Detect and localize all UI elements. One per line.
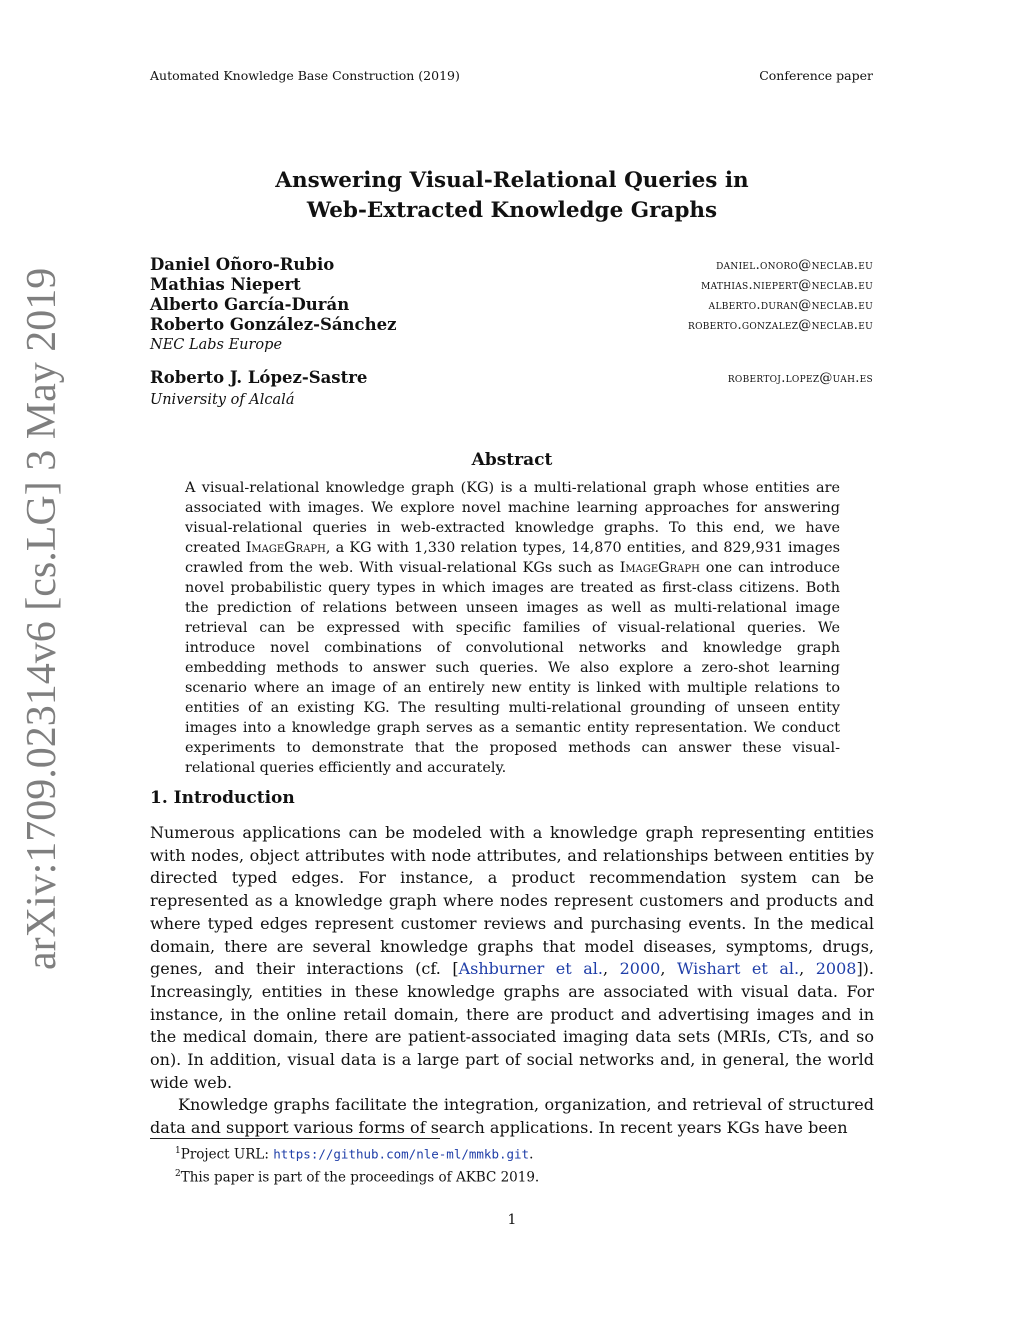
paragraph: Knowledge graphs facilitate the integration, organization, and retrieval of structured data and support various forms of search applications. In recent years KGs have been	[150, 1095, 874, 1138]
arxiv-sidebar-id: arXiv:1709.02314v6 [cs.LG] 3 May 2019	[19, 267, 65, 970]
project-url-link[interactable]: https://github.com/nle-ml/mmkb.git	[273, 1146, 530, 1162]
footnote-rule	[150, 1138, 440, 1139]
author-name: Roberto González-Sánchez	[150, 315, 397, 334]
footnote-text: This paper is part of the proceedings of AKBC 2019.	[180, 1169, 540, 1185]
author-email: robertoj.lopez@uah.es	[727, 371, 873, 386]
author-name: Roberto J. López-Sastre	[150, 368, 368, 387]
abstract-heading: Abstract	[471, 450, 553, 470]
abstract-text: , a KG with 1,330 relation types, 14,870 entities, and 829,931 images crawled from the web. With visual-relational KGs such as	[185, 540, 840, 576]
title-line-2: Web-Extracted Knowledge Graphs	[306, 198, 718, 223]
imagegraph-name: ImageGraph	[619, 560, 700, 576]
paragraph-text: ]). Increasingly, entities in these knowledge graphs are associated with visual data. For instance, in the online retail domain, there are product and advertising images and in the medical domain, there are patient-associated imaging data sets (MRIs, CTs, and so on). In addition, visual data is a large part of social networks and, in general, the world wide web.	[150, 959, 875, 1092]
footnote-mark: 2	[175, 1168, 181, 1179]
abstract-text: one can introduce novel probabilistic query types in which images are treated as first-class citizens. Both the prediction of relations between unseen images as well as multi-relational image retrieval can be expressed with specific families of visual-relational queries. We introduce novel combinations of convolutional networks and knowledge graph embedding methods to answer such queries. We also explore a zero-shot learning scenario where an image of an entirely new entity is linked with multiple relations to entities of an existing KG. The resulting multi-relational grounding of unseen entity images into a knowledge graph serves as a semantic entity representation. We conduct experiments to demonstrate that the proposed methods can answer these visual-relational queries efficiently and accurately.	[185, 560, 840, 776]
author-email: daniel.onoro@neclab.eu	[716, 258, 873, 273]
author-email: roberto.gonzalez@neclab.eu	[688, 318, 873, 333]
abstract-text: A visual-relational knowledge graph (KG) is a multi-relational graph whose entities are associated with images. We explore novel machine learning approaches for answering visual-relational queries in web-extracted knowledge graphs. To this end, we have created	[185, 480, 840, 556]
author-name: Mathias Niepert	[150, 275, 301, 294]
abstract-body	[185, 478, 840, 778]
author-email: alberto.duran@neclab.eu	[708, 298, 873, 313]
affiliation: University of Alcalá	[150, 392, 295, 408]
footnote-label: Project URL:	[180, 1146, 274, 1163]
footnotes	[175, 1142, 539, 1187]
affiliation: NEC Labs Europe	[150, 337, 283, 353]
footnote-2	[175, 1165, 539, 1188]
author-name: Daniel Oñoro-Rubio	[150, 255, 335, 274]
running-header-right: Conference paper	[759, 68, 873, 83]
intro-body	[150, 822, 874, 1140]
citation-link[interactable]: Ashburner et al.	[458, 959, 603, 979]
author-email: mathias.niepert@neclab.eu	[701, 278, 873, 293]
paragraph: Numerous applications can be modeled with a knowledge graph representing entities with nodes, object attributes with node attributes, and relationships between entities by directed typed edges. For instance, a product recommendation system can be represented as a knowledge graph where nodes represent customers and products and where typed edges represent customer reviews and purchasing events. In the medical domain, there are several knowledge graphs that model diseases, symptoms, drugs, genes, and their interactions (cf. [Ashburner et al., 2000, Wishart et al., 2008]). Increasingly, entities in these knowledge graphs are associated with visual data. For instance, in the online retail domain, there are product and advertising images and in the medical domain, there are patient-associated imaging data sets (MRIs, CTs, and so on). In addition, visual data is a large part of social networks and, in general, the world wide web.	[150, 823, 875, 1092]
section-heading: 1. Introduction	[150, 788, 295, 808]
citation-link[interactable]: 2000	[619, 959, 661, 979]
paragraph-text: Numerous applications can be modeled with a knowledge graph representing entities with nodes, object attributes with node attributes, and relationships between entities by directed typed edges. For instance, a product recommendation system can be represented as a knowledge graph where nodes represent customers and products and where typed edges represent customer reviews and purchasing events. In the medical domain, there are several knowledge graphs that model diseases, symptoms, drugs, genes, and their interactions (cf. [	[150, 823, 874, 979]
running-header-left: Automated Knowledge Base Construction (2019)	[150, 68, 460, 83]
title-line-1: Answering Visual-Relational Queries in	[275, 168, 749, 193]
author-name: Alberto García-Durán	[150, 295, 350, 314]
page-number: 1	[507, 1212, 517, 1228]
citation-link[interactable]: Wishart et al.	[676, 959, 800, 979]
paper-title	[150, 166, 874, 226]
footnote-1: $^1$Project URL: https://github.com/nle-ml/mmkb.git.	[175, 1146, 534, 1163]
citation-link[interactable]: 2008	[815, 959, 857, 979]
imagegraph-name: ImageGraph	[245, 540, 326, 556]
footnote-mark: 1	[175, 1146, 181, 1156]
